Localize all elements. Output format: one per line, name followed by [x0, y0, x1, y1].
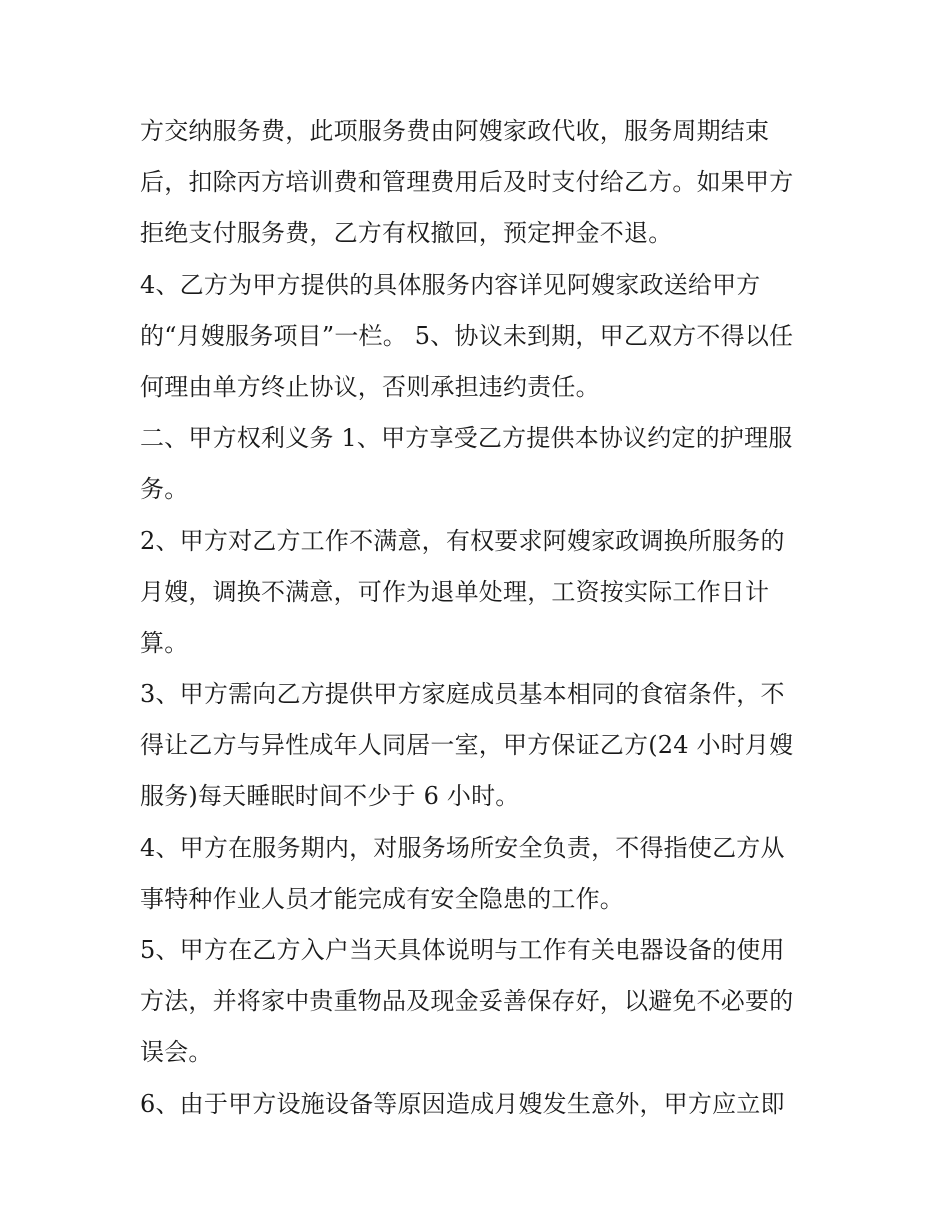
text-line: 的“月嫂服务项目”一栏。 5、协议未到期，甲乙双方不得以任: [140, 321, 794, 350]
text-line: 误会。: [140, 1038, 213, 1067]
text-line: 4、甲方在服务期内，对服务场所安全负责，不得指使乙方从: [140, 833, 785, 862]
document-body: [140, 106, 820, 1130]
text-line: 方交纳服务费，此项服务费由阿嫂家政代收，服务周期结束: [140, 117, 770, 145]
text-line: 服务)每天睡眠时间不少于 6 小时。: [140, 782, 520, 811]
text-line: 月嫂，调换不满意，可作为退单处理，工资按实际工作日计: [140, 577, 770, 606]
text-line: 二、甲方权利义务 1、甲方享受乙方提供本协议约定的护理服: [140, 424, 793, 453]
text-line: 后，扣除丙方培训费和管理费用后及时支付给乙方。如果甲方: [140, 168, 794, 197]
text-line: 3、甲方需向乙方提供甲方家庭成员基本相同的食宿条件，不: [140, 680, 785, 709]
text-line: 6、由于甲方设施设备等原因造成月嫂发生意外，甲方应立即: [140, 1089, 785, 1118]
text-line: 4、乙方为甲方提供的具体服务内容详见阿嫂家政送给甲方: [140, 270, 761, 299]
text-line: 何理由单方终止协议，否则承担违约责任。: [140, 372, 600, 401]
text-line: 事特种作业人员才能完成有安全隐患的工作。: [140, 884, 624, 913]
text-line: 得让乙方与异性成年人同居一室，甲方保证乙方(24 小时月嫂: [140, 731, 794, 760]
text-line: 方法，并将家中贵重物品及现金妥善保存好，以避免不必要的: [140, 987, 794, 1016]
text-line: 算。: [140, 628, 189, 657]
text-line: 务。: [140, 475, 189, 504]
text-line: 2、甲方对乙方工作不满意，有权要求阿嫂家政调换所服务的: [140, 526, 785, 555]
text-line: 拒绝支付服务费，乙方有权撤回，预定押金不退。: [140, 219, 673, 248]
text-line: 5、甲方在乙方入户当天具体说明与工作有关电器设备的使用: [140, 936, 785, 964]
